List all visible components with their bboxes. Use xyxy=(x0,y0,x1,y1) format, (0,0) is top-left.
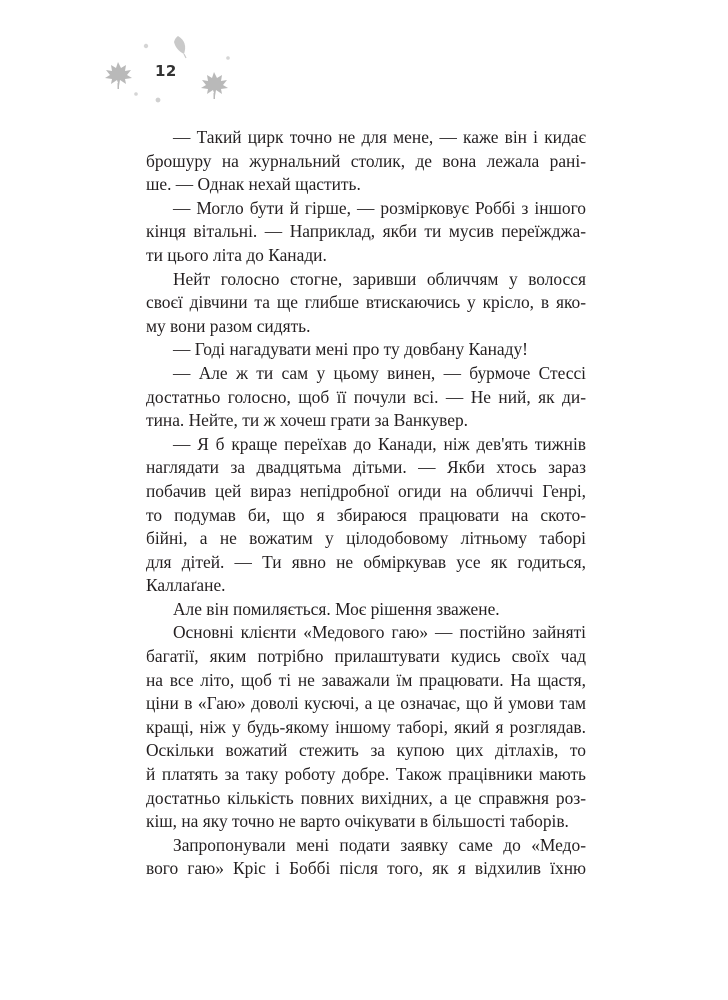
text-line: достатньо голосно, щоб її почули всі. — Не ний, як ди- xyxy=(146,386,586,407)
text-line: й платять за таку роботу добре. Також працівники мають xyxy=(146,764,586,785)
text-line: своєї дівчини та ще глибше втискаючись у крісло, в яко- xyxy=(146,292,586,313)
paragraph-1 xyxy=(146,126,586,197)
paragraph-7 xyxy=(146,598,586,622)
text-line: то подумав би, що я збираюся працювати на ското- xyxy=(146,504,586,525)
paragraph-8 xyxy=(146,621,586,833)
text-line: Оскільки вожатий стежить за купою цих дітлахів, то xyxy=(146,740,586,761)
text-line: Основні клієнти «Медового гаю» — постійно зайняті xyxy=(173,622,586,643)
text-line: — Могло бути й гірше, — розмірковує Роббі з іншого xyxy=(173,197,586,218)
text-line: наглядати за двадцятьма дітьми. — Якби хтось зараз xyxy=(146,457,586,478)
paragraph-3 xyxy=(146,268,586,339)
page-number: 12 xyxy=(155,62,177,80)
text-line: достатньо кількість повних вихідних, а це справжня роз- xyxy=(146,787,586,808)
text-line: ціни в «Гаю» доволі кусючі, а це означає, що й умови там xyxy=(146,693,586,714)
text-line: тина. Нейте, ти ж хочеш грати за Ванкувер. xyxy=(146,410,469,431)
text-line: бійні, а не вожатим у цілодобовому літньому таборі xyxy=(146,528,586,549)
text-line: ти цього літа до Канади. xyxy=(146,244,327,265)
text-line: му вони разом сидять. xyxy=(146,315,311,336)
text-line: кінця вітальні. — Наприклад, якби ти мусив переїжджа- xyxy=(146,221,586,242)
text-line: ше. — Однак нехай щастить. xyxy=(146,174,361,195)
maple-leaf-left-icon xyxy=(105,62,132,89)
text-line: кращі, ніж у будь-якому іншому таборі, який я розглядав. xyxy=(146,716,586,737)
text-line: на все літо, щоб ті не заважали їм працювати. На щастя, xyxy=(146,669,586,690)
text-line: Запропонували мені подати заявку саме до «Медо- xyxy=(173,834,586,855)
paragraph-9 xyxy=(146,834,586,881)
text-line: Каллаґане. xyxy=(146,575,226,596)
text-line: Нейт голосно стогне, заривши обличчям у волосся xyxy=(173,268,586,289)
text-line: брошуру на журнальний столик, де вона лежала рані- xyxy=(146,150,586,171)
text-line: кіш, на яку точно не варто очікувати в більшості таборів. xyxy=(146,811,569,832)
text-line: — Годі нагадувати мені про ту довбану Канаду! xyxy=(173,339,528,360)
paragraph-5 xyxy=(146,362,586,433)
text-line: — Такий цирк точно не для мене, — каже він і кидає xyxy=(173,127,586,147)
text-line: багатії, яким потрібно прилаштувати кудись своїх чад xyxy=(146,646,586,667)
text-line: Але він помиляється. Моє рішення зважене. xyxy=(173,598,500,619)
leaf-top-icon xyxy=(174,36,186,58)
text-line: вого гаю» Кріс і Боббі після того, як я відхилив їхню xyxy=(146,858,586,879)
paragraph-2 xyxy=(146,197,586,268)
text-line: — Я б краще переїхав до Канади, ніж дев'ять тижнів xyxy=(173,433,586,454)
paragraph-6 xyxy=(146,433,586,598)
paragraph-4 xyxy=(146,338,586,362)
text-line: побачив цей вираз непідробної огиди на обличчі Генрі, xyxy=(146,480,586,501)
text-line: — Але ж ти сам у цьому винен, — бурмоче Стессі xyxy=(173,362,586,383)
maple-leaf-right-icon xyxy=(201,72,228,99)
text-line: для дітей. — Ти явно не обміркував усе як годиться, xyxy=(146,551,586,572)
body-text xyxy=(146,126,586,881)
